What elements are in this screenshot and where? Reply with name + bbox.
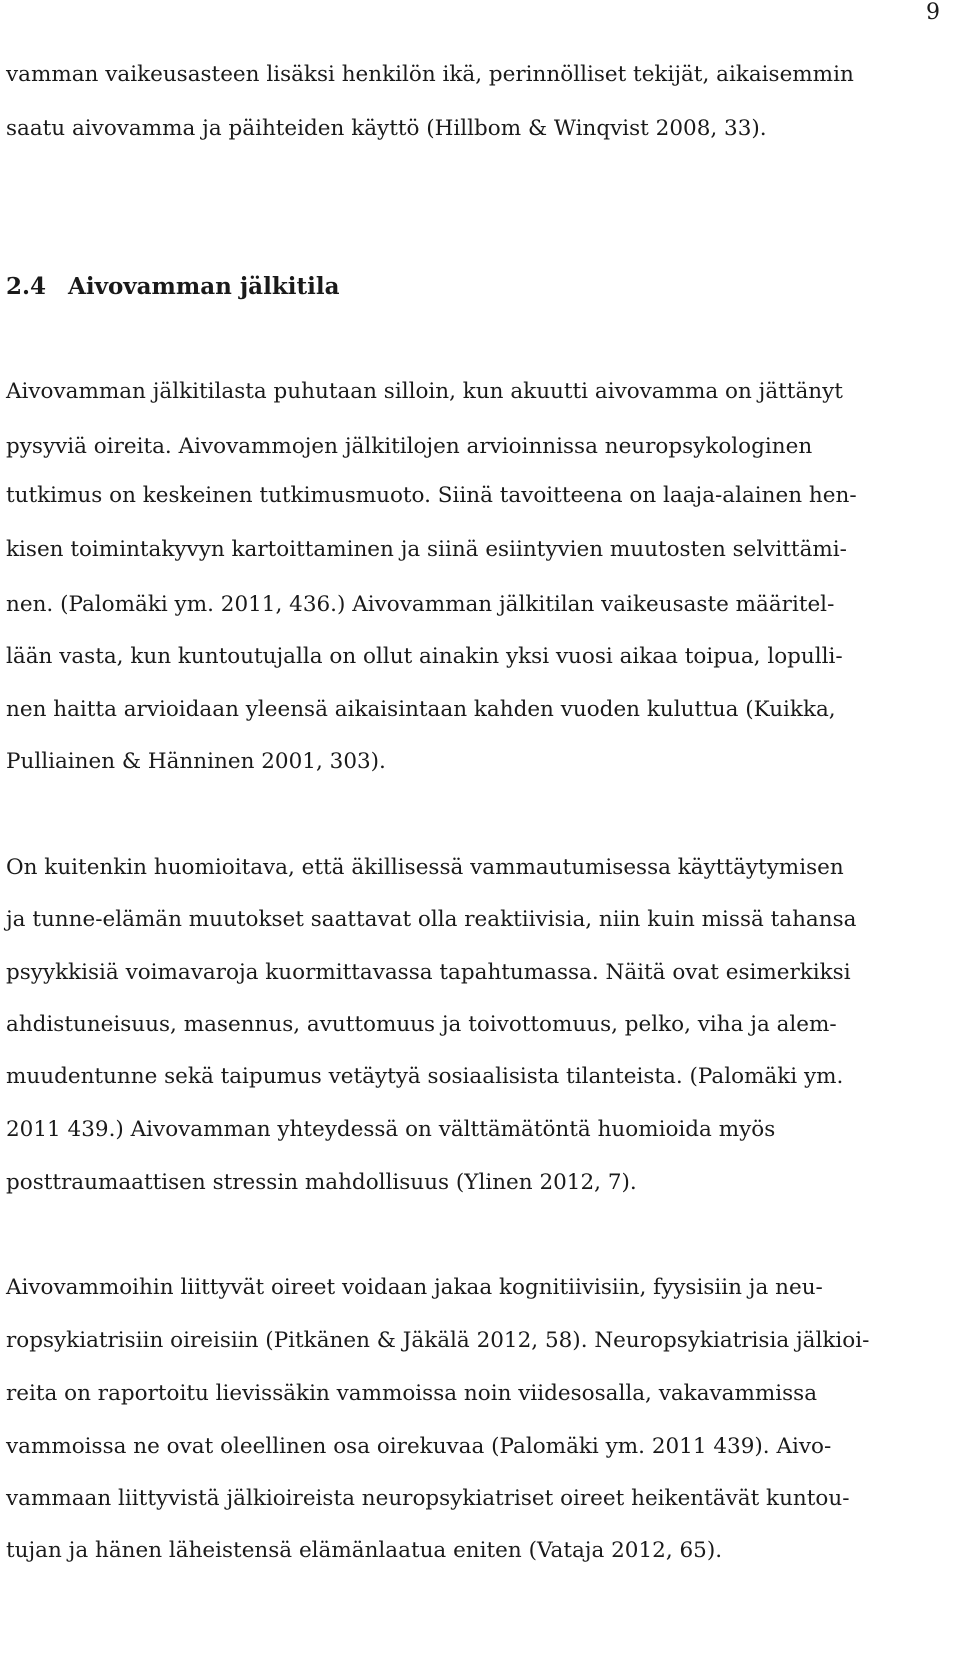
section-number: 2.4 xyxy=(6,273,47,300)
text-line: nen. (Palomäki ym. 2011, 436.) Aivovamman jälkitilan vaikeusaste määritel- xyxy=(6,592,835,617)
text-line: vammoissa ne ovat oleellinen osa oirekuvaa (Palomäki ym. 2011 439). Aivo- xyxy=(6,1434,832,1459)
text-line: Pulliainen & Hänninen 2001, 303). xyxy=(6,749,386,774)
text-line: tujan ja hänen läheistensä elämänlaatua eniten (Vataja 2012, 65). xyxy=(6,1538,723,1563)
text-line: ahdistuneisuus, masennus, avuttomuus ja toivottomuus, pelko, viha ja alem- xyxy=(6,1012,837,1037)
text-line: Aivovammoihin liittyvät oireet voidaan jakaa kognitiivisiin, fyysisiin ja neu- xyxy=(6,1275,823,1300)
text-line: psyykkisiä voimavaroja kuormittavassa tapahtumassa. Näitä ovat esimerkiksi xyxy=(6,960,851,985)
text-line: vammaan liittyvistä jälkioireista neuropsykiatriset oireet heikentävät kuntou- xyxy=(6,1486,850,1511)
text-line: On kuitenkin huomioitava, että äkillisessä vammautumisessa käyttäytymisen xyxy=(6,855,844,880)
text-line: ropsykiatrisiin oireisiin (Pitkänen & Jäkälä 2012, 58). Neuropsykiatrisia jälkioi- xyxy=(6,1328,870,1353)
text-line: tutkimus on keskeinen tutkimusmuoto. Siinä tavoitteena on laaja-alainen hen- xyxy=(6,483,857,508)
section-heading xyxy=(6,275,340,298)
text-line: lään vasta, kun kuntoutujalla on ollut ainakin yksi vuosi aikaa toipua, lopulli- xyxy=(6,644,843,669)
text-line: posttraumaattisen stressin mahdollisuus (Ylinen 2012, 7). xyxy=(6,1170,637,1195)
text-line: reita on raportoitu lievissäkin vammoissa noin viidesosalla, vakavammissa xyxy=(6,1381,818,1406)
text-line: nen haitta arvioidaan yleensä aikaisintaan kahden vuoden kuluttua (Kuikka, xyxy=(6,697,836,722)
text-line: muudentunne sekä taipumus vetäytyä sosiaalisista tilanteista. (Palomäki ym. xyxy=(6,1064,844,1089)
text-line: 2011 439.) Aivovamman yhteydessä on välttämätöntä huomioida myös xyxy=(6,1117,776,1142)
text-line: kisen toimintakyvyn kartoittaminen ja siinä esiintyvien muutosten selvittämi- xyxy=(6,537,847,562)
page-number: 9 xyxy=(926,0,940,25)
text-line: vamman vaikeusasteen lisäksi henkilön ikä, perinnölliset tekijät, aikaisemmin xyxy=(6,62,854,87)
text-line: saatu aivovamma ja päihteiden käyttö (Hillbom & Winqvist 2008, 33). xyxy=(6,116,767,141)
section-title: Aivovamman jälkitila xyxy=(68,273,340,300)
text-line: Aivovamman jälkitilasta puhutaan silloin, kun akuutti aivovamma on jättänyt xyxy=(6,379,843,404)
text-line: ja tunne-elämän muutokset saattavat olla reaktiivisia, niin kuin missä tahansa xyxy=(6,907,857,932)
text-line: pysyviä oireita. Aivovammojen jälkitilojen arvioinnissa neuropsykologinen xyxy=(6,434,813,459)
